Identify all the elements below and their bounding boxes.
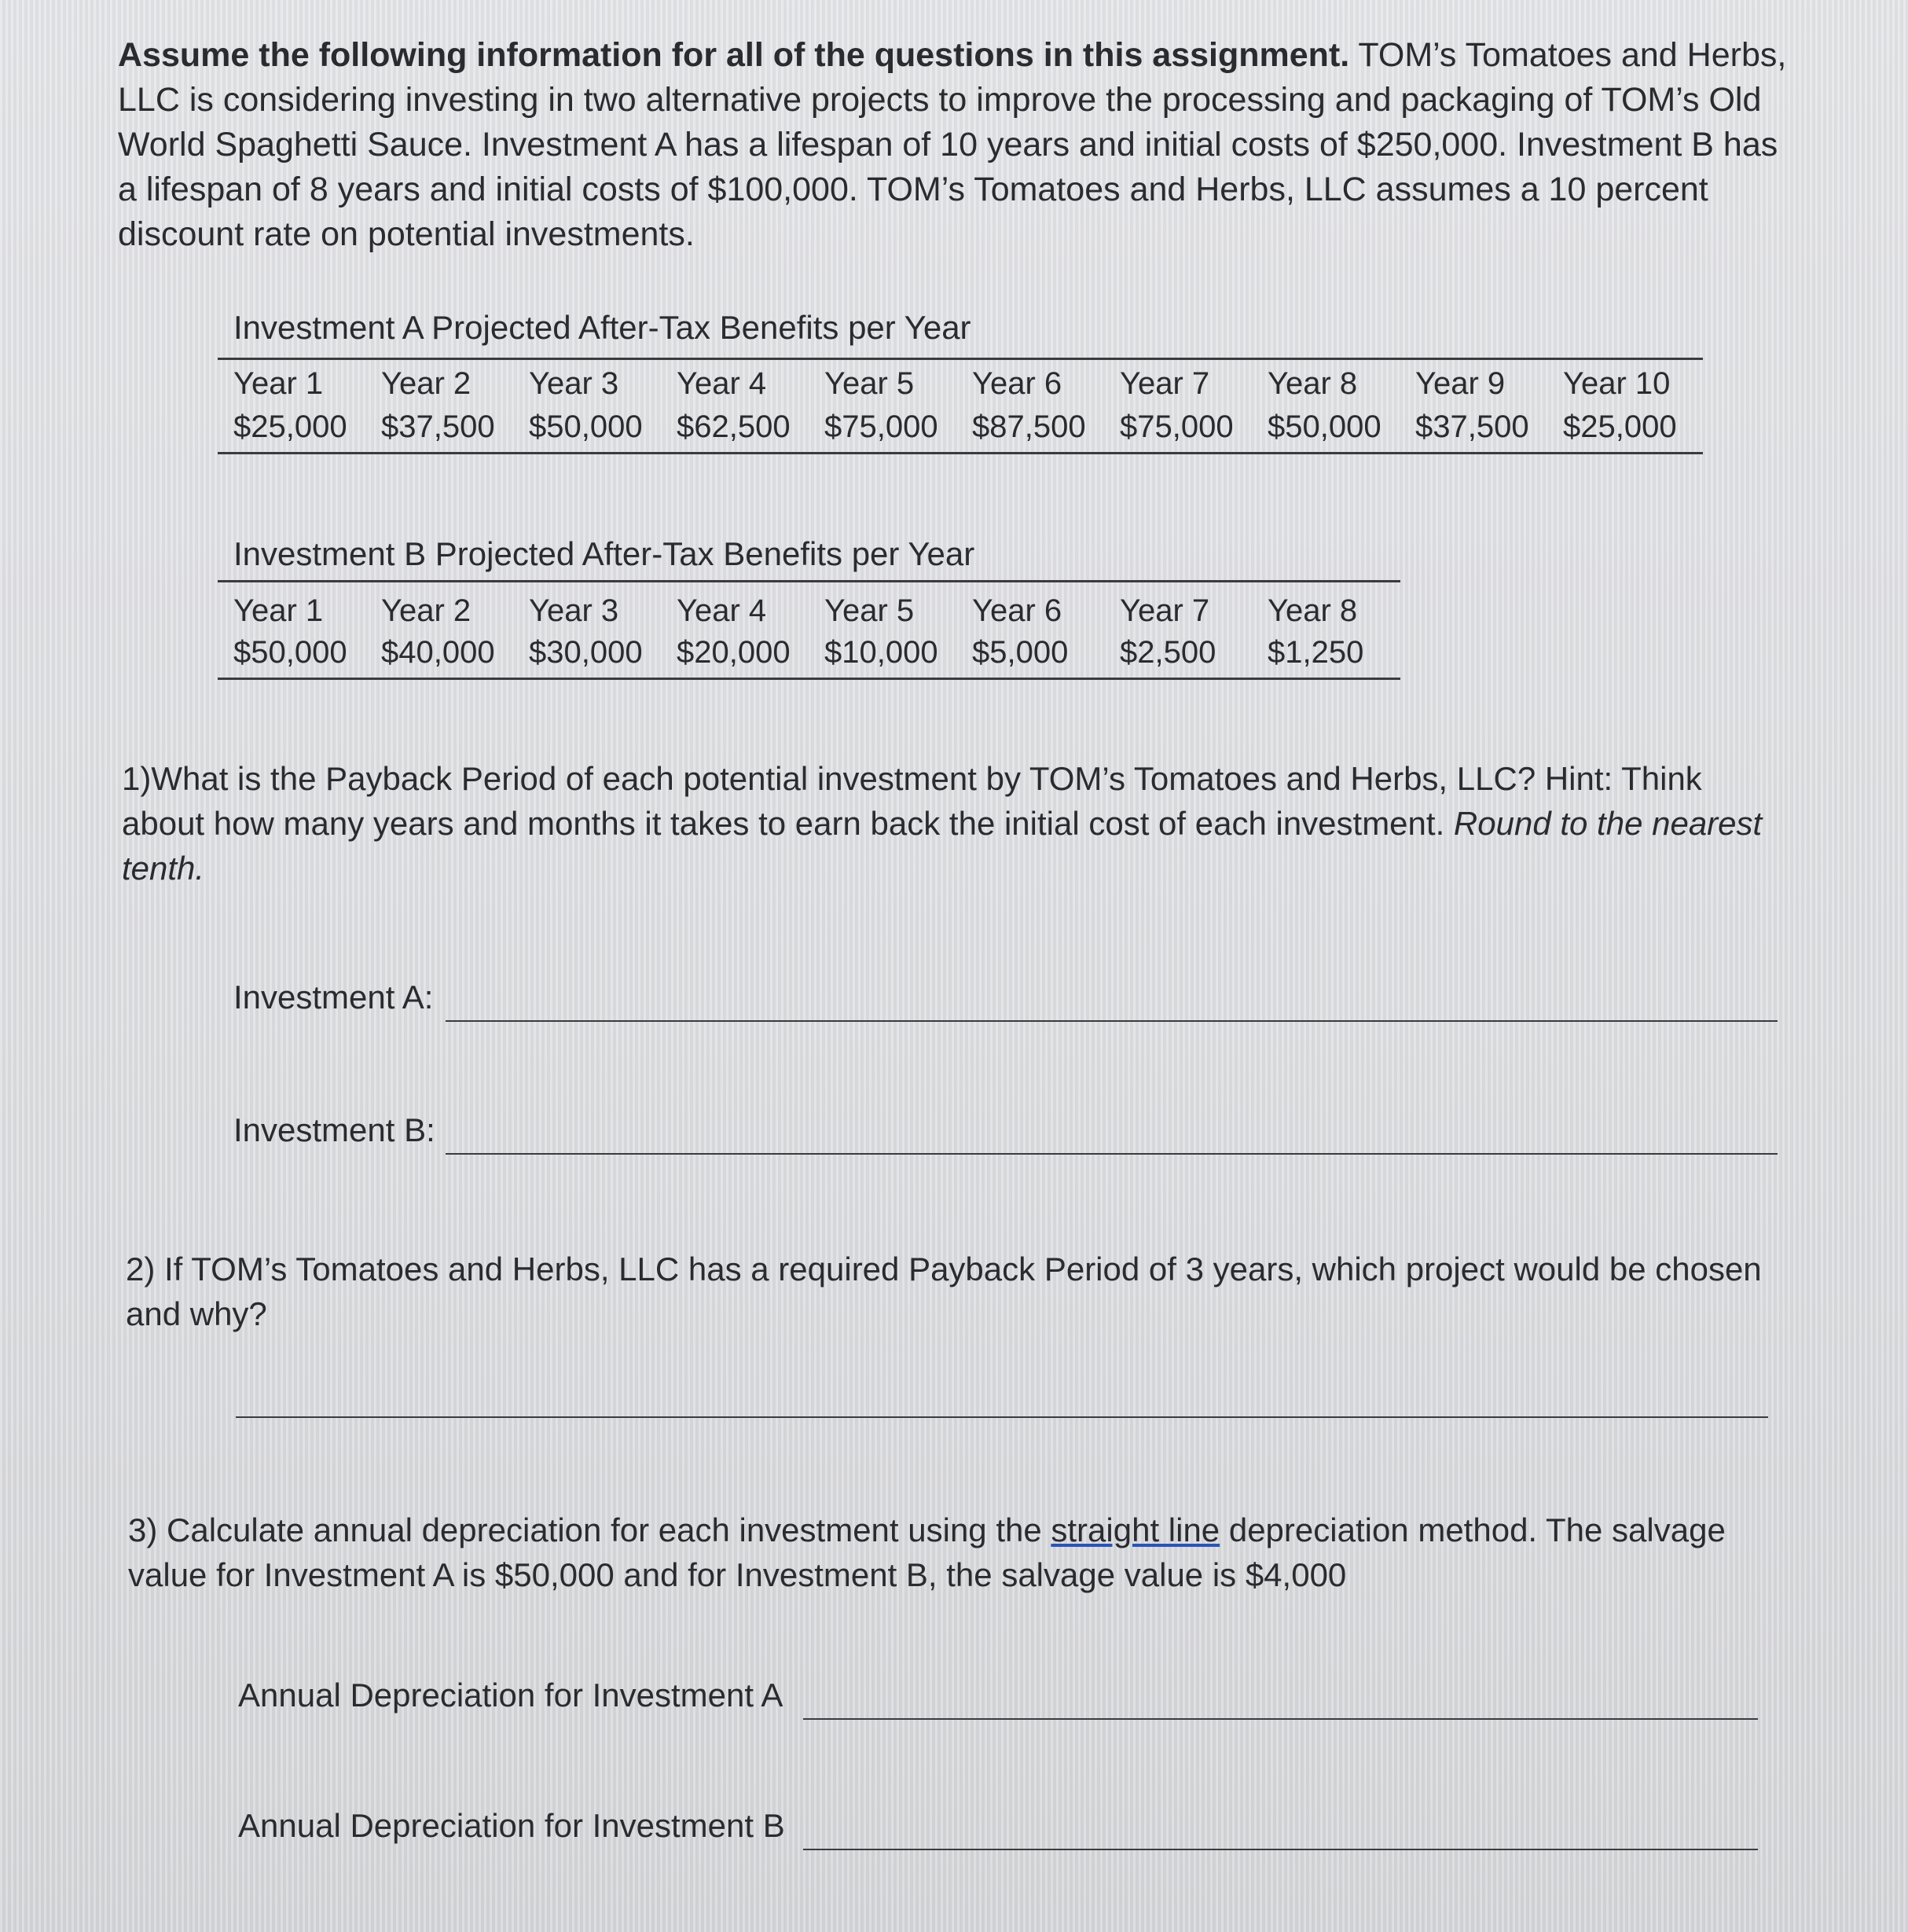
table-a-year-cell-9: Year 9 xyxy=(1415,366,1506,401)
table-b-year-cell-5: Year 5 xyxy=(824,593,915,628)
answer-line-investment-b[interactable] xyxy=(446,1153,1778,1155)
table-a-year-cell-7: Year 7 xyxy=(1120,366,1210,401)
table-a-year-cell-3: Year 3 xyxy=(529,366,619,401)
table-b-value-cell-7: $2,500 xyxy=(1120,635,1216,670)
table-b-value-cell-8: $1,250 xyxy=(1268,635,1364,670)
answer-line-depreciation-a[interactable] xyxy=(803,1718,1758,1720)
question-3-text-before: 3) Calculate annual depreciation for each investment using the xyxy=(128,1511,1051,1548)
table-a-value-cell-4: $62,500 xyxy=(677,410,791,444)
table-b-value-cell-4: $20,000 xyxy=(677,635,791,670)
answer-label-investment-b: Investment B: xyxy=(233,1111,435,1148)
table-b-year-cell-2: Year 2 xyxy=(381,593,471,628)
table-a-year-cell-1: Year 1 xyxy=(233,366,324,401)
table-b-value-cell-3: $30,000 xyxy=(529,635,643,670)
answer-label-investment-a: Investment A: xyxy=(233,979,434,1016)
answer-label-depreciation-a: Annual Depreciation for Investment A xyxy=(238,1677,783,1713)
table-b-value-cell-2: $40,000 xyxy=(381,635,495,670)
table-b-year-cell-1: Year 1 xyxy=(233,593,324,628)
table-a-value-row xyxy=(233,407,1711,446)
table-a-top-rule xyxy=(218,358,1703,360)
table-a-value-cell-9: $37,500 xyxy=(1415,410,1529,444)
question-3 xyxy=(128,1508,1786,1597)
table-b-year-cell-4: Year 4 xyxy=(677,593,767,628)
question-3-text-after: depreciation method. The salvage value for Investment A is $50,000 and for Investment B, the salvage value is $4,000 xyxy=(128,1511,1726,1593)
intro-bold-lead: Assume the following information for all of the questions in this assignment. xyxy=(118,36,1350,74)
table-a-value-cell-3: $50,000 xyxy=(529,410,643,444)
answer-line-question-2[interactable] xyxy=(236,1416,1768,1418)
table-a-value-cell-7: $75,000 xyxy=(1120,410,1234,444)
table-b-top-rule xyxy=(218,580,1400,582)
table-b-year-cell-3: Year 3 xyxy=(529,593,619,628)
table-a-year-row xyxy=(233,364,1711,403)
table-a-title: Investment A Projected After-Tax Benefits per Year xyxy=(233,309,971,346)
table-a-year-cell-5: Year 5 xyxy=(824,366,915,401)
answer-line-depreciation-b[interactable] xyxy=(803,1849,1758,1850)
question-1 xyxy=(122,756,1788,891)
answer-line-investment-a[interactable] xyxy=(446,1020,1778,1022)
table-a-value-cell-8: $50,000 xyxy=(1268,410,1381,444)
intro-paragraph xyxy=(118,33,1800,257)
table-a-year-cell-10: Year 10 xyxy=(1563,366,1671,401)
table-a-bottom-rule xyxy=(218,452,1703,454)
table-a-year-cell-2: Year 2 xyxy=(381,366,471,401)
question-1-italic: Round to the nearest tenth. xyxy=(122,805,1763,887)
table-b-year-cell-8: Year 8 xyxy=(1268,593,1358,628)
table-b-value-row xyxy=(233,633,1412,672)
table-b-bottom-rule xyxy=(218,678,1400,680)
answer-label-depreciation-b: Annual Depreciation for Investment B xyxy=(238,1807,785,1844)
table-b-value-cell-1: $50,000 xyxy=(233,635,347,670)
straight-line-link[interactable]: straight line xyxy=(1051,1511,1220,1548)
table-a-value-cell-1: $25,000 xyxy=(233,410,347,444)
question-1-text: 1)What is the Payback Period of each potential investment by TOM’s Tomatoes and Herbs, LLC? Hint: Think about how many years and months it takes to earn back the initial cost of each investment. xyxy=(122,760,1702,842)
table-b-value-cell-5: $10,000 xyxy=(824,635,938,670)
question-2: 2) If TOM’s Tomatoes and Herbs, LLC has a required Payback Period of 3 years, which project would be chosen and why? xyxy=(126,1251,1762,1332)
table-a-value-cell-5: $75,000 xyxy=(824,410,938,444)
table-a-value-cell-10: $25,000 xyxy=(1563,410,1677,444)
table-a-value-cell-6: $87,500 xyxy=(972,410,1086,444)
table-b-year-row xyxy=(233,591,1412,630)
table-b-year-cell-7: Year 7 xyxy=(1120,593,1210,628)
table-b-value-cell-6: $5,000 xyxy=(972,635,1069,670)
table-a-year-cell-4: Year 4 xyxy=(677,366,767,401)
table-b-title: Investment B Projected After-Tax Benefits per Year xyxy=(233,535,975,572)
table-a-year-cell-6: Year 6 xyxy=(972,366,1062,401)
table-b-year-cell-6: Year 6 xyxy=(972,593,1062,628)
table-a-year-cell-8: Year 8 xyxy=(1268,366,1358,401)
table-a-value-cell-2: $37,500 xyxy=(381,410,495,444)
intro-text: TOM’s Tomatoes and Herbs, LLC is considering investing in two alternative projects to improve the processing and packaging of TOM’s Old World Spaghetti Sauce. Investment A has a lifespan of 10 years and initial costs of $250,000. Investment B has a lifespan of 8 years and initial costs of $100,000. TOM’s Tomatoes and Herbs, LLC assumes a 10 percent discount rate on potential investments. xyxy=(118,36,1787,253)
